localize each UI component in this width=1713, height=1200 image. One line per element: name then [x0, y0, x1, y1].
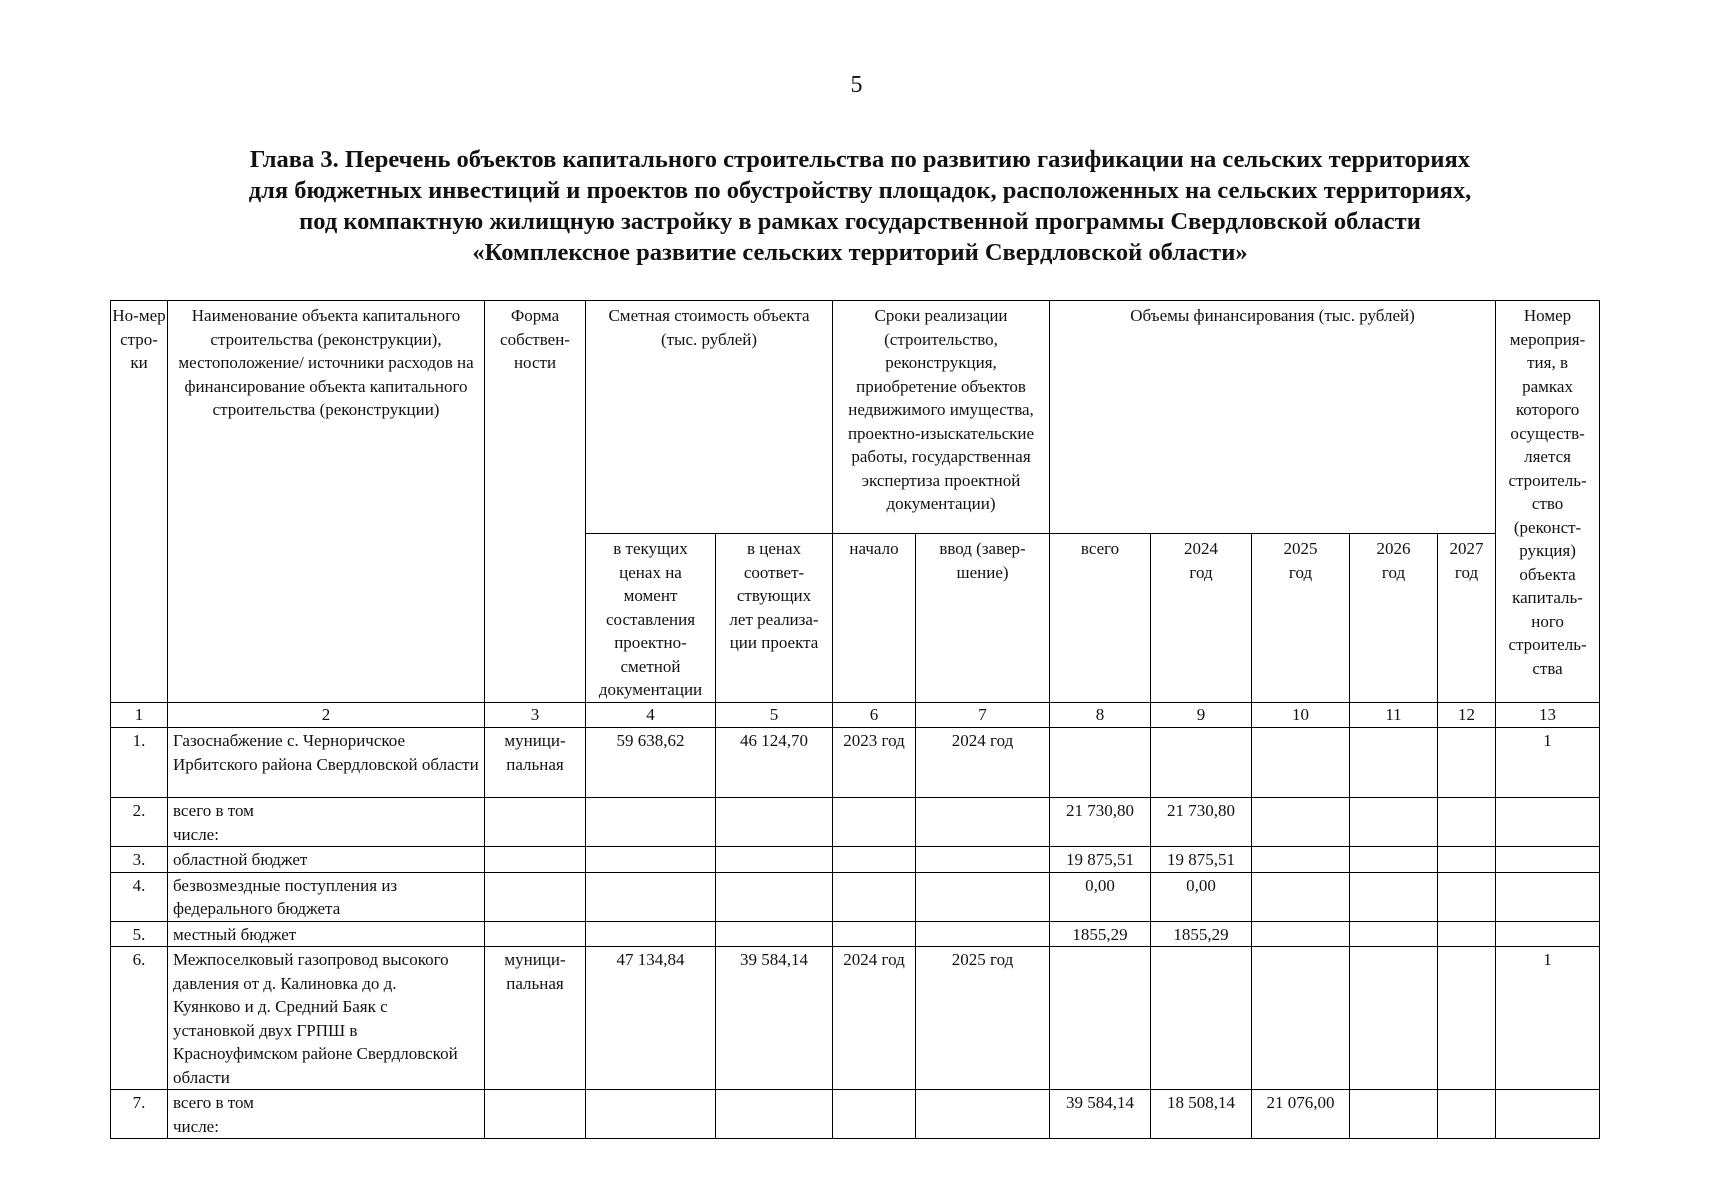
row-2027 — [1438, 947, 1496, 1090]
row-end — [916, 1090, 1050, 1139]
data-table — [110, 702, 1600, 1139]
row-2026 — [1350, 798, 1438, 847]
row-name: безвозмездные поступления из федерального бюджета — [168, 872, 485, 921]
chapter-title — [140, 144, 1580, 268]
row-cost-years — [716, 847, 833, 873]
header-row-number: Но-мер стро-ки — [111, 301, 168, 703]
row-2025: 21 076,00 — [1252, 1090, 1350, 1139]
row-2024 — [1151, 728, 1252, 798]
row-number: 3. — [111, 847, 168, 873]
row-cost-current — [586, 921, 716, 947]
row-start — [833, 847, 916, 873]
row-2025 — [1252, 847, 1350, 873]
table-row — [111, 947, 1600, 1090]
chapter-title-line: для бюджетных инвестиций и проектов по обустройству площадок, расположенных на сельских территориях, — [248, 177, 1472, 204]
header-implementation-period: Сроки реализации (строительство, реконструкция, приобретение объектов недвижимого имущества, проектно-изыскательские работы, государственная экспертиза проектной документации) — [833, 301, 1050, 534]
row-2025 — [1252, 947, 1350, 1090]
row-name: Газоснабжение с. Черноричское Ирбитского района Свердловской области — [168, 728, 485, 798]
header-year-2025: 2025 год — [1252, 534, 1350, 703]
header-funding-volumes: Объемы финансирования (тыс. рублей) — [1050, 301, 1496, 534]
header-start: начало — [833, 534, 916, 703]
row-start — [833, 872, 916, 921]
row-cost-current — [586, 1090, 716, 1139]
header-year-2024: 2024 год — [1151, 534, 1252, 703]
column-number: 4 — [586, 703, 716, 728]
row-2027 — [1438, 728, 1496, 798]
row-start — [833, 798, 916, 847]
chapter-title-line: Глава 3. Перечень объектов капитального строительства по развитию газификации на сельских территориях — [249, 146, 1471, 173]
row-ownership-form — [485, 847, 586, 873]
row-ownership-form — [485, 921, 586, 947]
row-cost-current: 59 638,62 — [586, 728, 716, 798]
column-number: 7 — [916, 703, 1050, 728]
row-cost-years — [716, 798, 833, 847]
column-number: 6 — [833, 703, 916, 728]
header-measure-number: Номер мероприя-тия, в рамках которого осуществ-ляется строитель-ство (реконст-рукция) объекта капиталь-ного строитель-ства — [1496, 301, 1600, 703]
row-2024: 18 508,14 — [1151, 1090, 1252, 1139]
column-number: 10 — [1252, 703, 1350, 728]
row-end: 2025 год — [916, 947, 1050, 1090]
table-row — [111, 921, 1600, 947]
row-ownership-form — [485, 872, 586, 921]
row-start — [833, 921, 916, 947]
row-2026 — [1350, 872, 1438, 921]
column-number-row — [111, 703, 1600, 728]
row-number: 6. — [111, 947, 168, 1090]
row-cost-years: 39 584,14 — [716, 947, 833, 1090]
row-name: всего в том числе: — [168, 798, 485, 847]
column-number: 13 — [1496, 703, 1600, 728]
header-estimated-cost: Сметная стоимость объекта (тыс. рублей) — [586, 301, 833, 534]
row-2027 — [1438, 872, 1496, 921]
row-ownership-form — [485, 798, 586, 847]
row-number: 4. — [111, 872, 168, 921]
table-row — [111, 728, 1600, 798]
header-cost-years-prices: в ценах соответ-ствующих лет реализа-ции проекта — [716, 534, 833, 703]
column-number: 5 — [716, 703, 833, 728]
row-2026 — [1350, 1090, 1438, 1139]
row-end — [916, 921, 1050, 947]
page-number: 5 — [850, 72, 863, 98]
column-number: 12 — [1438, 703, 1496, 728]
column-number: 11 — [1350, 703, 1438, 728]
header-cost-current-prices: в текущих ценах на момент составления проектно-сметной документации — [586, 534, 716, 703]
row-2024: 19 875,51 — [1151, 847, 1252, 873]
row-2027 — [1438, 1090, 1496, 1139]
row-2025 — [1252, 798, 1350, 847]
row-total: 39 584,14 — [1050, 1090, 1151, 1139]
row-cost-current — [586, 847, 716, 873]
header-ownership-form: Форма собствен-ности — [485, 301, 586, 703]
header-completion: ввод (завер-шение) — [916, 534, 1050, 703]
row-2024: 1855,29 — [1151, 921, 1252, 947]
row-measure — [1496, 1090, 1600, 1139]
column-number: 2 — [168, 703, 485, 728]
table-row — [111, 798, 1600, 847]
row-number: 2. — [111, 798, 168, 847]
row-2027 — [1438, 847, 1496, 873]
chapter-title-line: «Комплексное развитие сельских территорий Свердловской области» — [472, 239, 1248, 266]
row-measure: 1 — [1496, 947, 1600, 1090]
row-total — [1050, 728, 1151, 798]
row-measure — [1496, 921, 1600, 947]
row-2025 — [1252, 872, 1350, 921]
row-end — [916, 872, 1050, 921]
row-measure — [1496, 798, 1600, 847]
row-number: 5. — [111, 921, 168, 947]
row-2024: 21 730,80 — [1151, 798, 1252, 847]
row-2026 — [1350, 847, 1438, 873]
table-header — [110, 300, 1600, 703]
row-number: 1. — [111, 728, 168, 798]
row-2024 — [1151, 947, 1252, 1090]
chapter-title-line: под компактную жилищную застройку в рамках государственной программы Свердловской области — [299, 208, 1421, 235]
row-2026 — [1350, 728, 1438, 798]
row-name: Межпоселковый газопровод высокого давления от д. Калиновка до д. Куянково и д. Средний Баяк с установкой двух ГРПШ в Красноуфимском районе Свердловской области — [168, 947, 485, 1090]
row-2027 — [1438, 921, 1496, 947]
row-end: 2024 год — [916, 728, 1050, 798]
row-start — [833, 1090, 916, 1139]
table-row — [111, 872, 1600, 921]
column-number: 1 — [111, 703, 168, 728]
row-end — [916, 798, 1050, 847]
row-cost-current — [586, 798, 716, 847]
row-total: 0,00 — [1050, 872, 1151, 921]
row-end — [916, 847, 1050, 873]
row-cost-years — [716, 872, 833, 921]
row-measure — [1496, 872, 1600, 921]
row-start: 2023 год — [833, 728, 916, 798]
row-total — [1050, 947, 1151, 1090]
row-cost-current: 47 134,84 — [586, 947, 716, 1090]
column-number: 9 — [1151, 703, 1252, 728]
row-2024: 0,00 — [1151, 872, 1252, 921]
header-object-name: Наименование объекта капитального строительства (реконструкции), местоположение/ источники расходов на финансирование объекта капитального строительства (реконструкции) — [168, 301, 485, 703]
row-ownership-form: муници-пальная — [485, 728, 586, 798]
row-name: всего в том числе: — [168, 1090, 485, 1139]
row-total: 1855,29 — [1050, 921, 1151, 947]
row-2025 — [1252, 921, 1350, 947]
column-number: 8 — [1050, 703, 1151, 728]
row-ownership-form: муници-пальная — [485, 947, 586, 1090]
header-year-2027: 2027 год — [1438, 534, 1496, 703]
row-start: 2024 год — [833, 947, 916, 1090]
row-2025 — [1252, 728, 1350, 798]
row-2027 — [1438, 798, 1496, 847]
row-measure: 1 — [1496, 728, 1600, 798]
table-row — [111, 847, 1600, 873]
header-year-2026: 2026 год — [1350, 534, 1438, 703]
row-cost-years — [716, 1090, 833, 1139]
row-cost-years — [716, 921, 833, 947]
row-cost-years: 46 124,70 — [716, 728, 833, 798]
row-name: местный бюджет — [168, 921, 485, 947]
table-row — [111, 1090, 1600, 1139]
row-name: областной бюджет — [168, 847, 485, 873]
row-2026 — [1350, 921, 1438, 947]
row-total: 19 875,51 — [1050, 847, 1151, 873]
row-total: 21 730,80 — [1050, 798, 1151, 847]
header-total: всего — [1050, 534, 1151, 703]
row-measure — [1496, 847, 1600, 873]
row-number: 7. — [111, 1090, 168, 1139]
row-2026 — [1350, 947, 1438, 1090]
row-cost-current — [586, 872, 716, 921]
row-ownership-form — [485, 1090, 586, 1139]
column-number: 3 — [485, 703, 586, 728]
